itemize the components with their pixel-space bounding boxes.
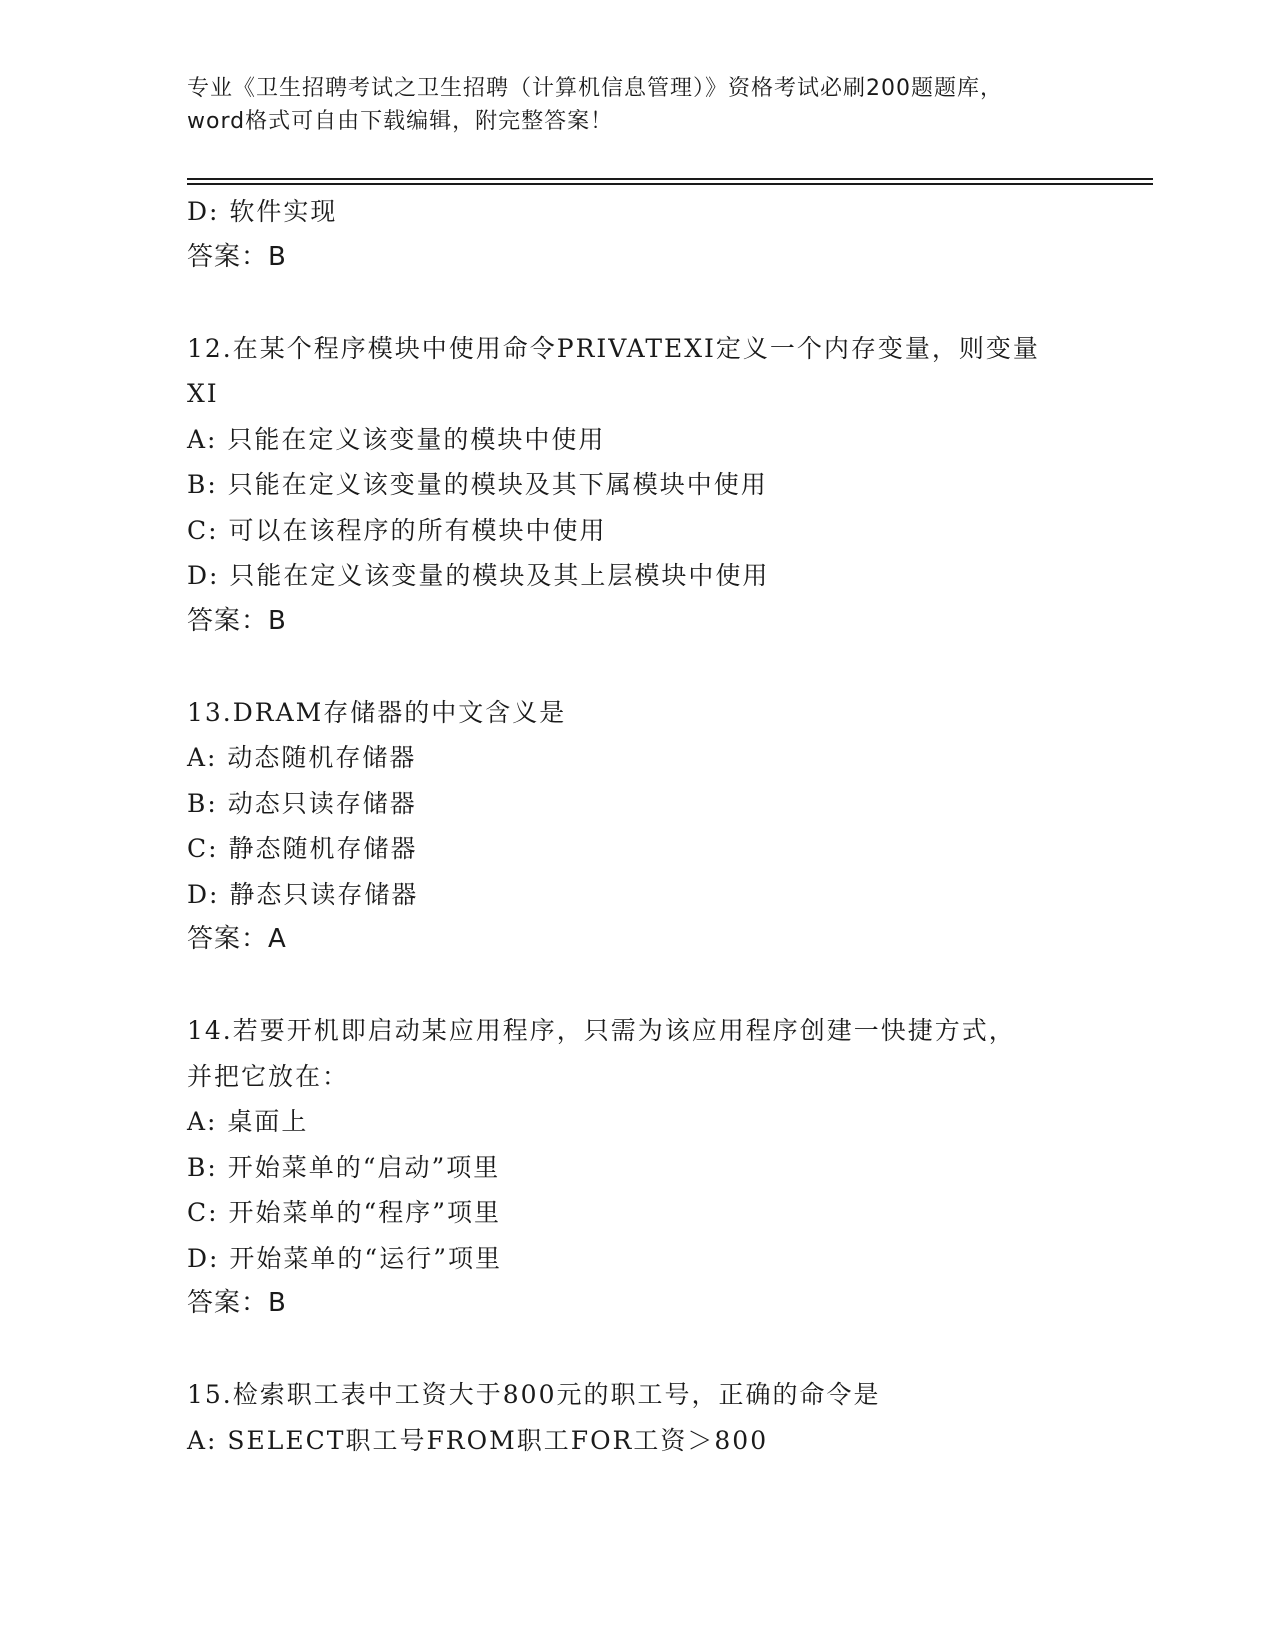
question-stem: 13.DRAM存储器的中文含义是: [187, 697, 567, 727]
option-c: C: 开始菜单的“程序”项里: [187, 1198, 502, 1227]
answer-line: 答案：B: [187, 241, 287, 272]
question-block-14: [187, 1008, 1167, 1327]
option-a: A: 只能在定义该变量的模块中使用: [187, 424, 606, 454]
answer-line: 答案：A: [187, 924, 287, 954]
option-a: A: SELECT职工号FROM职工FOR工资＞800: [187, 1425, 769, 1455]
document-body: [187, 189, 1167, 1463]
option-b: B: 开始菜单的“启动”项里: [187, 1152, 501, 1182]
option-b: B: 只能在定义该变量的模块及其下属模块中使用: [187, 470, 768, 499]
option-d: D: 软件实现: [187, 197, 338, 226]
answer-line: 答案：B: [187, 1288, 287, 1318]
header-rule-bottom: [187, 183, 1153, 185]
question-stem-cont: 并把它放在：: [187, 1061, 350, 1091]
option-c: C: 可以在该程序的所有模块中使用: [187, 515, 607, 545]
option-a: A: 动态随机存储器: [187, 743, 417, 772]
question-block-12: [187, 326, 1167, 645]
option-d: D: 静态只读存储器: [187, 879, 419, 909]
header-rule-top: [187, 178, 1153, 180]
question-stem: 12.在某个程序模块中使用命令PRIVATEXI定义一个内存变量，则变量: [187, 333, 1040, 363]
option-d: D: 只能在定义该变量的模块及其上层模块中使用: [187, 561, 770, 590]
option-c: C: 静态随机存储器: [187, 834, 418, 863]
option-b: B: 动态只读存储器: [187, 788, 417, 818]
question-stem: 15.检索职工表中工资大于800元的职工号，正确的命令是: [187, 1380, 881, 1409]
question-block-13: [187, 690, 1167, 963]
header-line-1: 专业《卫生招聘考试之卫生招聘（计算机信息管理）》资格考试必刷200题题库，: [187, 76, 1003, 101]
header-line-2: word格式可自由下载编辑，附完整答案！: [187, 109, 614, 134]
question-stem: 14.若要开机即启动某应用程序，只需为该应用程序创建一快捷方式，: [187, 1016, 1016, 1045]
answer-line: 答案：B: [187, 605, 287, 636]
option-a: A: 桌面上: [187, 1107, 309, 1136]
question-block-11: [187, 189, 1167, 280]
question-stem-cont: XI: [187, 379, 219, 408]
page-header: [187, 72, 1087, 138]
option-d: D: 开始菜单的“运行”项里: [187, 1243, 502, 1273]
question-block-15: [187, 1372, 1167, 1463]
